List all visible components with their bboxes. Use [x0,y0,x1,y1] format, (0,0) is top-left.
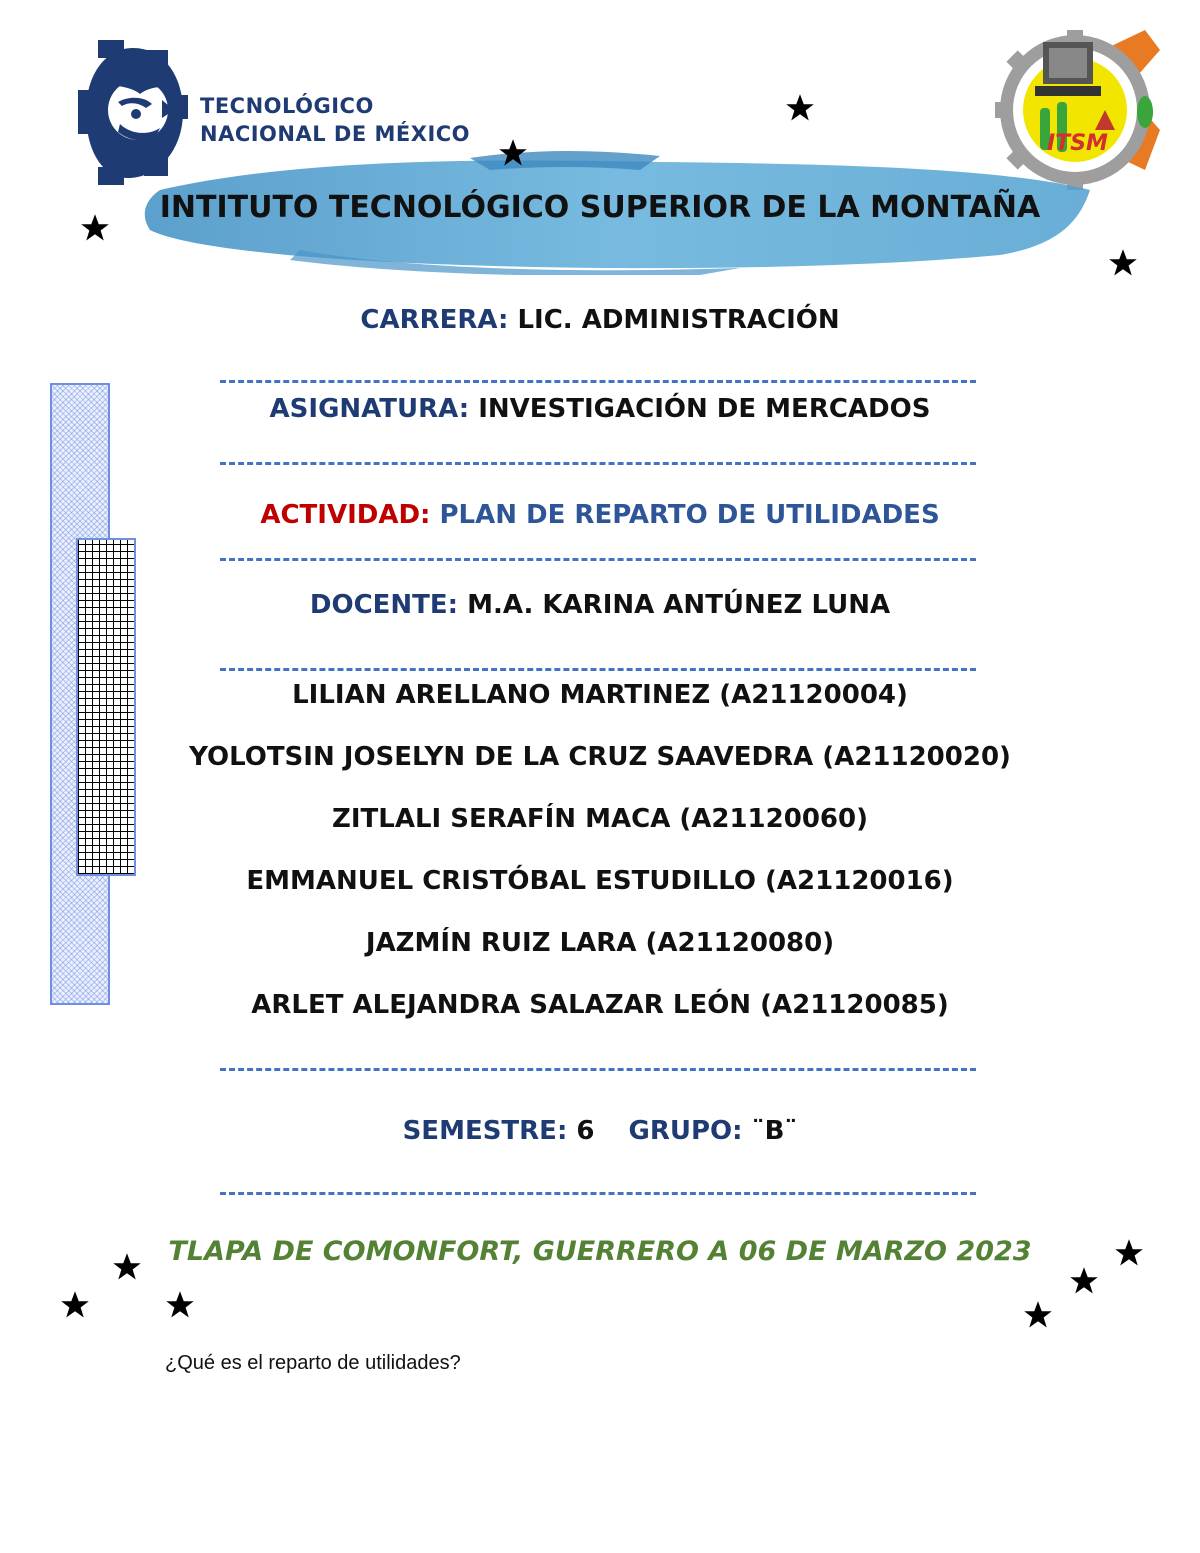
docente-value: M.A. KARINA ANTÚNEZ LUNA [458,590,891,620]
carrera-label: CARRERA: [360,305,509,335]
actividad-value: PLAN DE REPARTO DE UTILIDADES [430,500,940,530]
star-icon [785,93,815,123]
actividad-label: ACTIVIDAD: [260,500,431,530]
tecnm-logo-text [200,92,470,148]
student-name: ZITLALI SERAFÍN MACA (A21120060) [332,804,868,834]
student-name: LILIAN ARELLANO MARTINEZ (A21120004) [292,680,908,710]
itsm-logo-text: ITSM [1047,131,1108,156]
star-icon [165,1290,195,1320]
actividad-line [0,500,1200,530]
tecnm-line1: TECNOLÓGICO [200,94,374,118]
asignatura-label: ASIGNATURA: [269,394,470,424]
divider [220,462,976,465]
star-icon [1069,1266,1099,1296]
carrera-line [0,305,1200,335]
student-name: ARLET ALEJANDRA SALAZAR LEÓN (A21120085) [251,990,949,1020]
student-name: YOLOTSIN JOSELYN DE LA CRUZ SAAVEDRA (A21120020) [189,742,1011,772]
star-icon [498,138,528,168]
divider [220,668,976,671]
question-text: ¿Qué es el reparto de utilidades? [165,1352,461,1374]
docente-line [0,590,1200,620]
student-name: EMMANUEL CRISTÓBAL ESTUDILLO (A21120016) [246,866,954,896]
star-icon [60,1290,90,1320]
grupo-label: GRUPO: [628,1116,743,1146]
divider [220,558,976,561]
star-icon [1023,1300,1053,1330]
place-date: TLAPA DE COMONFORT, GUERRERO A 06 DE MARZO 2023 [168,1236,1032,1267]
tecnm-line2: NACIONAL DE MÉXICO [200,122,471,146]
institute-title: INTITUTO TECNOLÓGICO SUPERIOR DE LA MONTAÑA [159,190,1041,225]
student-name: JAZMÍN RUIZ LARA (A21120080) [365,928,835,958]
carrera-value: LIC. ADMINISTRACIÓN [508,305,840,335]
asignatura-value: INVESTIGACIÓN DE MERCADOS [469,394,931,424]
asignatura-line [0,394,1200,424]
semestre-label: SEMESTRE: [402,1116,568,1146]
star-icon [1108,248,1138,278]
divider [220,1068,976,1071]
semestre-value: 6 [567,1116,595,1146]
docente-label: DOCENTE: [309,590,459,620]
divider [220,1192,976,1195]
divider [220,380,976,383]
grupo-value: ¨B¨ [742,1116,798,1146]
semestre-grupo-line [0,1116,1200,1146]
